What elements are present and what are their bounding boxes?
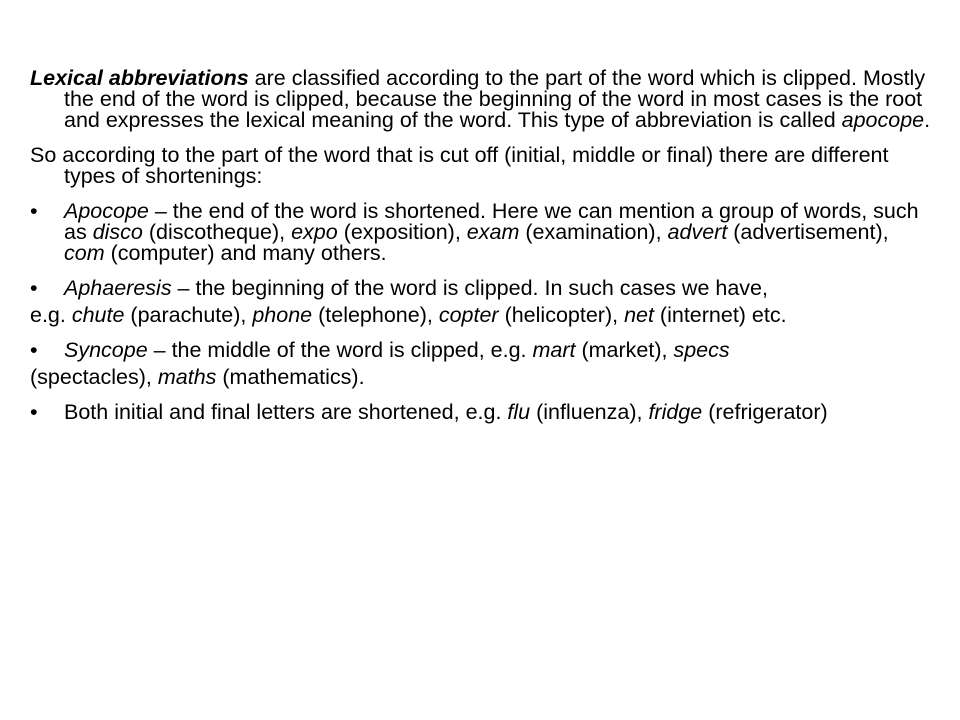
list-item-text: Both initial and final letters are shortened, e.g. flu (influenza), fridge (refrigerator): [64, 400, 828, 424]
list-item-syncope: [30, 340, 935, 361]
list-item-aphaeresis: [30, 278, 935, 299]
list-item-initial-final: [30, 402, 935, 423]
term-lexical-abbreviations: Lexical abbreviations: [30, 66, 249, 90]
bullet-icon: •: [30, 338, 38, 362]
bullet-icon: •: [30, 276, 38, 300]
types-intro-paragraph: So according to the part of the word that is cut off (initial, middle or final) there are different types of shortenings:: [30, 143, 889, 188]
list-item-text: Aphaeresis – the beginning of the word is clipped. In such cases we have,: [64, 276, 768, 300]
list-item-text: Syncope – the middle of the word is clipped, e.g. mart (market), specs: [64, 338, 730, 362]
list-item-text: Apocope – the end of the word is shortened. Here we can mention a group of words, such as disco (discotheque), expo (exposition), exam (examination), advert (advertisement), com (computer) and many others.: [64, 199, 919, 265]
bullet-icon: •: [30, 400, 38, 424]
syncope-continuation: (spectacles), maths (mathematics).: [30, 365, 365, 389]
slide-body: [30, 68, 935, 437]
aphaeresis-examples: e.g. chute (parachute), phone (telephone), copter (helicopter), net (internet) etc.: [30, 303, 787, 327]
bullet-icon: •: [30, 199, 38, 223]
intro-paragraph: Lexical abbreviations are classified according to the part of the word which is clipped. Mostly the end of the word is clipped, because the beginning of the word in most cases is the root and expresses the lexical meaning of the word. This type of abbreviation is called apocope.: [30, 66, 931, 132]
list-item-apocope: [30, 201, 935, 264]
